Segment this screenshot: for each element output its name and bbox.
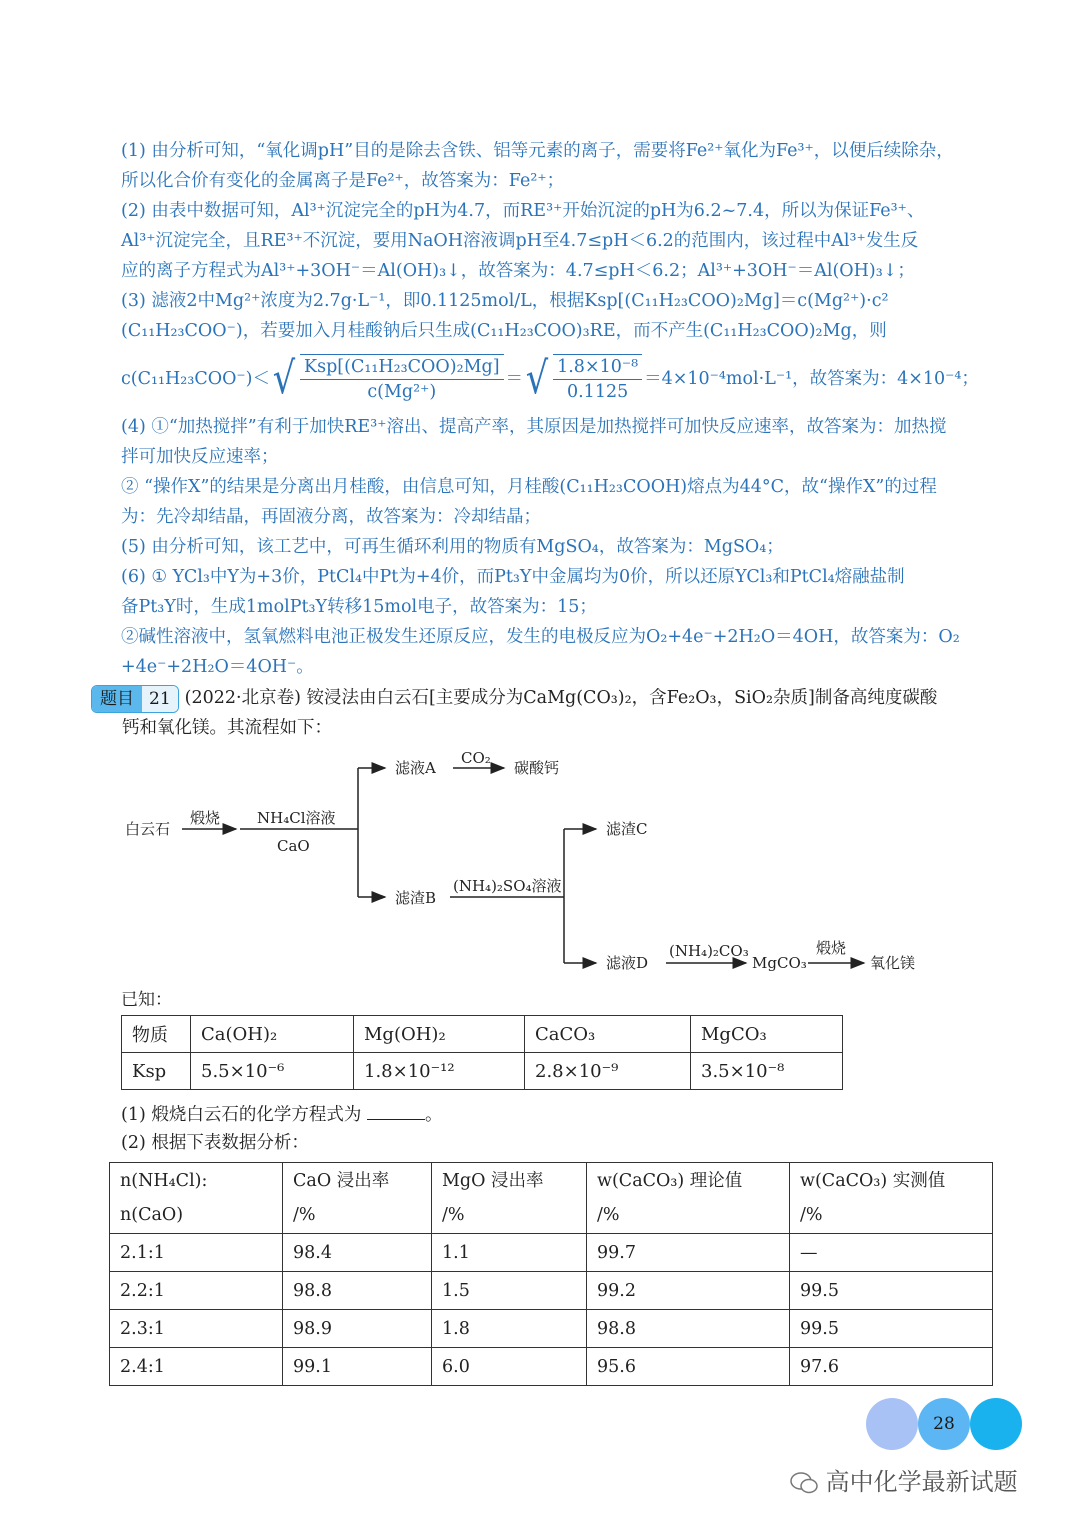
known-label: 已知： bbox=[121, 990, 172, 1010]
process-flow-diagram bbox=[120, 745, 960, 980]
wechat-icon bbox=[790, 1472, 818, 1494]
header-line: w(CaCO₃) 实测值 bbox=[800, 1171, 946, 1191]
question-header bbox=[91, 683, 991, 743]
page-decor-circle-left bbox=[866, 1398, 918, 1450]
question-line-2: 钙和氧化镁。其流程如下： bbox=[122, 718, 332, 738]
header-line: MgO 浸出率 bbox=[442, 1171, 544, 1191]
ksp-value-row bbox=[122, 1053, 843, 1090]
flow-filtrateA: 滤液A bbox=[395, 759, 436, 777]
page-decor-circle-right bbox=[970, 1398, 1022, 1450]
header-cell bbox=[587, 1163, 790, 1234]
sqrt-expression-2: √ $\frac{\text{1.8×10⁻⁸}}{0.1125}$ bbox=[523, 354, 644, 404]
fraction-denominator-2: 0.1125 bbox=[566, 382, 629, 402]
answer-line: +4e⁻+2H₂O＝4OH⁻。 bbox=[121, 657, 314, 677]
ksp-cell: 1.8×10⁻¹² bbox=[354, 1053, 525, 1090]
cell: 1.8 bbox=[432, 1310, 587, 1348]
data-header-row bbox=[110, 1163, 993, 1234]
ksp-table bbox=[121, 1015, 843, 1090]
cell: 2.2:1 bbox=[110, 1272, 283, 1310]
cell: 99.5 bbox=[790, 1310, 993, 1348]
cell: 98.4 bbox=[283, 1234, 432, 1272]
flow-co2: CO₂ bbox=[461, 749, 491, 767]
formula-right: ＝4×10⁻⁴mol·L⁻¹，故答案为：4×10⁻⁴； bbox=[644, 369, 979, 389]
answer-line: (2) 由表中数据可知，Al³⁺沉淀完全的pH为4.7，而RE³⁺开始沉淀的pH为6.2~7.4，所以为保证Fe³⁺、 bbox=[121, 201, 925, 221]
data-table bbox=[109, 1162, 993, 1386]
ksp-cell: 5.5×10⁻⁶ bbox=[191, 1053, 354, 1090]
cell: 98.9 bbox=[283, 1310, 432, 1348]
flow-reagent3: (NH₄)₂CO₃ bbox=[669, 942, 749, 960]
answer-blank[interactable] bbox=[367, 1101, 425, 1120]
cell: 1.1 bbox=[432, 1234, 587, 1272]
page-number: 28 bbox=[918, 1398, 970, 1450]
ksp-cell: Ksp bbox=[122, 1053, 191, 1090]
flow-step-last: 煅烧 bbox=[816, 939, 847, 957]
flow-reagent2: (NH₄)₂SO₄溶液 bbox=[453, 877, 562, 895]
flow-reagent1-top: NH₄Cl溶液 bbox=[257, 809, 336, 827]
question-1-text: (1) 煅烧白云石的化学方程式为 bbox=[121, 1105, 362, 1125]
header-line: CaO 浸出率 bbox=[293, 1171, 390, 1191]
table-row bbox=[110, 1234, 993, 1272]
badge-label: 题目 bbox=[92, 686, 142, 712]
flow-product: 氧化镁 bbox=[870, 954, 916, 972]
answer-line: (5) 由分析可知，该工艺中，可再生循环利用的物质有MgSO₄，故答案为：MgSO₄； bbox=[121, 537, 784, 557]
answer-line: 为：先冷却结晶，再固液分离，故答案为：冷却结晶； bbox=[121, 507, 541, 527]
watermark bbox=[790, 1462, 1018, 1497]
header-line: /% bbox=[442, 1205, 465, 1225]
question-line-1: (2022·北京卷) 铵浸法由白云石[主要成分为CaMg(CO₃)₂，含Fe₂O₃，SiO₂杂质]制备高纯度碳酸 bbox=[184, 688, 938, 708]
header-line: n(CaO) bbox=[120, 1205, 184, 1225]
cell: 98.8 bbox=[283, 1272, 432, 1310]
ksp-cell: 3.5×10⁻⁸ bbox=[691, 1053, 843, 1090]
formula-line bbox=[121, 346, 991, 412]
cell: 1.5 bbox=[432, 1272, 587, 1310]
ksp-header-row bbox=[122, 1016, 843, 1053]
cell: 95.6 bbox=[587, 1348, 790, 1386]
header-cell bbox=[283, 1163, 432, 1234]
flow-mgco3: MgCO₃ bbox=[752, 954, 807, 972]
watermark-text: 高中化学最新试题 bbox=[825, 1468, 1018, 1496]
table-row bbox=[110, 1272, 993, 1310]
header-line: /% bbox=[597, 1205, 620, 1225]
table-row bbox=[110, 1310, 993, 1348]
answer-line: (1) 由分析可知，“氧化调pH”目的是除去含铁、铝等元素的离子，需要将Fe²⁺氧化为Fe³⁺，以便后续除杂， bbox=[121, 141, 954, 161]
cell: 97.6 bbox=[790, 1348, 993, 1386]
table-row bbox=[110, 1348, 993, 1386]
header-line: /% bbox=[800, 1205, 823, 1225]
ksp-cell: 2.8×10⁻⁹ bbox=[525, 1053, 691, 1090]
cell: 99.1 bbox=[283, 1348, 432, 1386]
ksp-cell: MgCO₃ bbox=[691, 1016, 843, 1053]
cell: 6.0 bbox=[432, 1348, 587, 1386]
fraction-numerator: Ksp[(C₁₁H₂₃COO)₂Mg] bbox=[300, 355, 504, 380]
answer-line: Al³⁺沉淀完全，且RE³⁺不沉淀，要用NaOH溶液调pH至4.7≤pH＜6.2的范围内，该过程中Al³⁺发生反 bbox=[121, 231, 919, 251]
flow-residueC: 滤渣C bbox=[606, 820, 648, 838]
flow-caco3: 碳酸钙 bbox=[514, 759, 560, 777]
ksp-cell: CaCO₃ bbox=[525, 1016, 691, 1053]
flow-reagent1-bottom: CaO bbox=[277, 837, 310, 855]
answer-line: (4) ①“加热搅拌”有利于加快RE³⁺溶出、提高产率，其原因是加热搅拌可加快反应速率，故答案为：加热搅 bbox=[121, 417, 947, 437]
flow-residueB: 滤渣B bbox=[395, 889, 437, 907]
answer-line: (C₁₁H₂₃COO⁻)，若要加入月桂酸钠后只生成(C₁₁H₂₃COO)₃RE，而不产生(C₁₁H₂₃COO)₂Mg，则 bbox=[121, 321, 887, 341]
sqrt-expression: √ $\frac{\text{Ksp[(C₁₁H₂₃COO)₂Mg]}}{\text{c(Mg²⁺)}}$ bbox=[270, 354, 506, 404]
answer-line: 备Pt₃Y时，生成1molPt₃Y转移15mol电子，故答案为：15； bbox=[121, 597, 597, 617]
cell: 2.3:1 bbox=[110, 1310, 283, 1348]
cell: 98.8 bbox=[587, 1310, 790, 1348]
header-cell bbox=[790, 1163, 993, 1234]
answer-line: 拌可加快反应速率； bbox=[121, 447, 279, 467]
question-2: (2) 根据下表数据分析： bbox=[121, 1133, 309, 1153]
ksp-cell: Mg(OH)₂ bbox=[354, 1016, 525, 1053]
cell: 2.1:1 bbox=[110, 1234, 283, 1272]
answer-line: 所以化合价有变化的金属离子是Fe²⁺，故答案为：Fe²⁺； bbox=[121, 171, 565, 191]
answer-line: ② “操作X”的结果是分离出月桂酸，由信息可知，月桂酸(C₁₁H₂₃COOH)熔点为44°C，故“操作X”的过程 bbox=[121, 477, 937, 497]
question-badge bbox=[91, 685, 179, 713]
ksp-cell: Ca(OH)₂ bbox=[191, 1016, 354, 1053]
question-1 bbox=[121, 1100, 442, 1130]
answer-line: (6) ① YCl₃中Y为+3价，PtCl₄中Pt为+4价，而Pt₃Y中金属均为0价，所以还原YCl₃和PtCl₄熔融盐制 bbox=[121, 567, 905, 587]
fraction-denominator: c(Mg²⁺) bbox=[367, 382, 437, 402]
flow-start: 白云石 bbox=[125, 820, 171, 838]
cell: 99.2 bbox=[587, 1272, 790, 1310]
question-1-end: 。 bbox=[424, 1105, 443, 1125]
header-line: n(NH₄Cl): bbox=[120, 1171, 208, 1191]
formula-left: c(C₁₁H₂₃COO⁻)＜ bbox=[121, 369, 270, 389]
answer-line: ②碱性溶液中，氢氧燃料电池正极发生还原反应，发生的电极反应为O₂+4e⁻+2H₂O＝4OH，故答案为：O₂ bbox=[121, 627, 960, 647]
answer-line: (3) 滤液2中Mg²⁺浓度为2.7g·L⁻¹，即0.1125mol/L，根据Ksp[(C₁₁H₂₃COO)₂Mg]＝c(Mg²⁺)·c² bbox=[121, 291, 889, 311]
cell: 99.7 bbox=[587, 1234, 790, 1272]
flow-step1: 煅烧 bbox=[190, 809, 221, 827]
flow-filtrateD: 滤液D bbox=[606, 954, 649, 972]
cell: 99.5 bbox=[790, 1272, 993, 1310]
badge-number: 21 bbox=[142, 686, 178, 712]
ksp-cell: 物质 bbox=[122, 1016, 191, 1053]
header-line: w(CaCO₃) 理论值 bbox=[597, 1171, 743, 1191]
cell: — bbox=[790, 1234, 993, 1272]
header-cell bbox=[110, 1163, 283, 1234]
answer-block bbox=[121, 136, 991, 682]
cell: 2.4:1 bbox=[110, 1348, 283, 1386]
fraction-numerator-2: 1.8×10⁻⁸ bbox=[553, 355, 642, 380]
answer-line: 应的离子方程式为Al³⁺+3OH⁻＝Al(OH)₃↓，故答案为：4.7≤pH＜6.2；Al³⁺+3OH⁻＝Al(OH)₃↓； bbox=[121, 261, 915, 281]
equals-sign: ＝ bbox=[505, 369, 524, 389]
header-cell bbox=[432, 1163, 587, 1234]
header-line: /% bbox=[293, 1205, 316, 1225]
